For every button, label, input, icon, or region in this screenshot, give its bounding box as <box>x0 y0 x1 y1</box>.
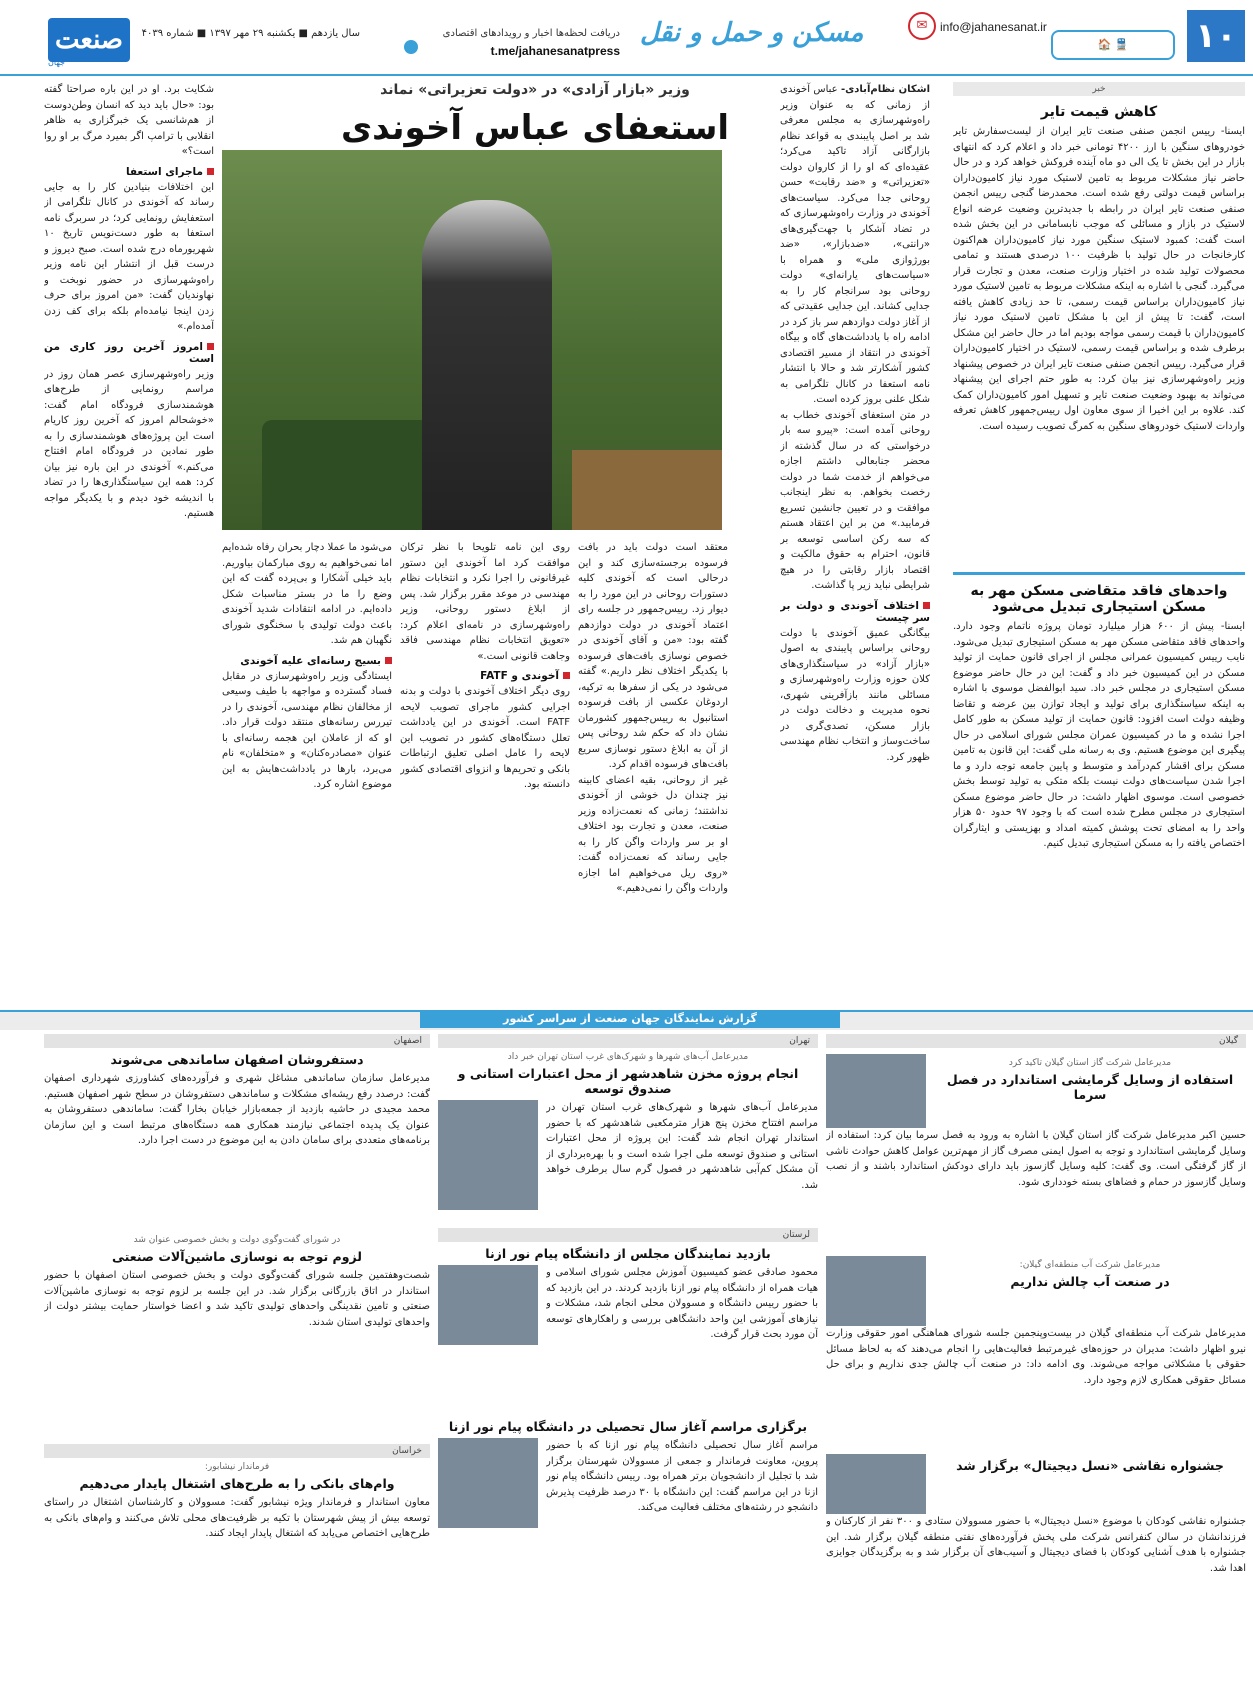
article-col5b-text: این اختلافات بنیادین کار را به جایی رساند که آخوندی در کانال تلگرامی از استعفایش رونمایی کرد؛ در سربرگ نامه استعفا به طور دست‌نویس تاریخ ۱۰ شهریورماه درج شده است. صبح دیروز و درست قبل از انتشار این نامه وزیر راه‌وشهرسازی در حضور نوبخت و نهاوندیان گفت: «من امروز برای حرف زدن اینجا نیامده‌ام بلکه برای کف زدن آمده‌ام.» <box>44 181 214 332</box>
newspaper-logo <box>48 18 130 62</box>
section-title: مسکن و حمل و نقل <box>640 18 864 48</box>
gilan-story2-body: مدیرعامل شرکت آب منطقه‌ای گیلان در بیست‌وپنجمین جلسه شورای هماهنگی امور حقوقی وزارت نیرو اظهار داشت: مدیران در حوزه‌های غیرمرتبط فعالیت‌هایی را انجام می‌دهند که به لحاظ مسائل حقوقی با مشکلاتی مواجه می‌شوند. وی ادامه داد: در صنعت آب چالش جدی نداریم و برای حل مسائل حقوقی همکاری لازم وجود دارد. <box>826 1328 1246 1386</box>
gilan-story1-body: حسین اکبر مدیرعامل شرکت گاز استان گیلان با اشاره به ورود به فصل سرما بیان کرد: استفاده از وسایل گرمایشی استاندارد و توجه به اصول ایمنی مصرف گاز از مهم‌ترین عوامل کاهش حوادث ناشی از گاز گرفتگی است. وی گفت: کلیه وسایل گازسوز باید دارای دودکش استاندارد باشند و از نصب وسایل گازسوز در حمام و فضاهای بسته خودداری شود. <box>826 1130 1246 1188</box>
bullet-icon <box>923 602 930 609</box>
article-col5-text: شکایت برد. او در این باره صراحتا گفته بود: «حال باید دید که انسان وطن‌دوست از هم‌شانسی یک خبرگزاری به ظاهر انقلابی با ترامپ اگر بمیرد مرگ بر او روا است؟» <box>44 84 214 157</box>
region-gilan <box>826 1034 1246 1674</box>
sidebar-divider <box>953 572 1245 575</box>
article-col3-text: روی این نامه تلویحا با نظر ترکان موافقت کرد اما آخوندی این دستور غیرقانونی را اجرا نکرد و انتخابات نظام مهندسی در موعد مقرر برگزار شد. پس از ابلاغ دستور روحانی، وزیر راه‌وشهرسازی در نامه‌ای اعلام کرد: «تعویق انتخابات نظام مهندسی فاقد وجاهت قانونی است.» <box>400 542 570 662</box>
region-tehran <box>438 1034 818 1674</box>
article-col1-text: عباس آخوندی از زمانی که به عنوان وزیر راه‌وشهرسازی به مجلس معرفی شد بر اصل پایبندی به قواعد نظام بازارگانی آزاد تاکید می‌کرد؛ عقیده‌ای که او را از کاروان دولت «تعزیراتی» و «ضد رقابت» حسن روحانی جدا می‌کرد. سیاست‌های آخوندی در وزارت راه‌وشهرسازی که در تضاد آشکار با جهت‌گیری‌های «رانتی»، «ضدبازار»، «ضد بورژوازی ملی» و همراه با «سیاست‌های یارانه‌ای» دولت روحانی بود سرانجام کار را به جدایی کشاند. این جدایی عقیدتی که از آغاز دولت دوازدهم سر باز کرد در ادامه راه با یادداشت‌های گاه و بیگاه آخوندی در انتقاد از مسیر اقتصادی کشور آشکارتر شد و حالا با انتشار نامه استعفا در کانال تلگرامی به شکل علنی بروز کرده است. <box>780 84 930 405</box>
isfahan-story2-sup: در شورای گفت‌وگوی دولت و بخش خصوصی عنوان شد <box>133 1235 341 1245</box>
article-col-1 <box>780 82 930 1002</box>
article-col4-text: می‌شود ما عملا دچار بحران رفاه شده‌ایم اما نمی‌خواهیم به روی مبارکمان بیاوریم. باید خیلی آشکارا و بی‌پرده گفت که این وضع را ما در بستر مناسبات شکل داده‌ایم. در ادامه انتقادات شدید آخوندی باعث دولت تولیدی با سخنگوی شورای نگهبان هم شد. <box>222 542 392 646</box>
gilan-story1-title: استفاده از وسایل گرمایشی استاندارد در فصل سرما <box>946 1072 1234 1102</box>
article-col1b-text: در متن استعفای آخوندی خطاب به روحانی آمده است: «پیرو سه بار درخواستی که در سال گذشته از محضر جنابعالی داشتم اجازه می‌خواهم از خدمت شما در دولت رخصت بخواهم. به نظر اینجانب موافقت و در تعیین جانشین تسریع فرمایید.» من بر این اعتقاد هستم که سه رکن اساسی توسعه بر قانون، احترام به حقوق مالکیت و اقتصاد بازار رقابتی را در هیچ شرایطی نباید زیر پا گذاشت. <box>780 409 930 591</box>
sidebar-story2-title: واحدهای فاقد متقاضی مسکن مهر به مسکن استیجاری تبدیل می‌شود <box>970 583 1228 615</box>
isfahan-story2-body: شصت‌وهفتمین جلسه شورای گفت‌وگوی دولت و بخش خصوصی استان اصفهان با حضور استاندار در اتاق بازرگانی برگزار شد. در این جلسه بر لزوم توجه به نوسازی ماشین‌آلات صنعتی و تامین نقدینگی واحدهای تولیدی تاکید شد و اعضا خواستار حمایت بیشتر دولت از واحدهای تولیدی استان شدند. <box>44 1270 430 1328</box>
bullet-icon <box>207 343 214 350</box>
article-col5c-text: وزیر راه‌وشهرسازی عصر همان روز در مراسم رونمایی از طرح‌های هوشمندسازی فرودگاه امام گفت: «خوشحالم امروز که آخرین روز کاریام است این پروژه‌های هوشمندسازی را به طور نمادین در فرودگاه امام افتتاح می‌کنم.» آخوندی در این باره نیز بیان کرد: همه این سیاستگذاری‌ها را در تضاد با اندیشه خود دیدم و با یکدیگر مواجه هستیم. <box>44 368 214 519</box>
article-col-3 <box>400 540 570 1002</box>
article-subhead-1: اختلاف آخوندی و دولت بر سر چیست <box>780 599 930 624</box>
lorestan-story2-title: برگزاری مراسم آغاز سال تحصیلی در دانشگاه پیام نور ازنا <box>448 1419 808 1434</box>
bullet-icon <box>207 168 214 175</box>
khorasan-story-sup: فرماندار نیشابور: <box>204 1462 270 1472</box>
article-col4b-text: ایستادگی وزیر راه‌وشهرسازی در مقابل فساد گسترده و مواجهه با طیف وسیعی از مخالفان نظام مهندسی، آخوندی را در تیررس رسانه‌های منتقد دولت قرار داد. او که از عاملان این هجمه رسانه‌ای با عنوان «مصادره‌کنان» و «متخلفان» نام می‌برد، بارها در یادداشت‌هایش به این موضوع اشاره کرد. <box>222 670 392 790</box>
article-photo <box>222 150 722 530</box>
lorestan-story1-title: بازدید نمایندگان مجلس از دانشگاه پیام نور ازنا <box>485 1246 771 1261</box>
sidebar-tag: خبر <box>953 82 1245 96</box>
gilan-photo-3 <box>826 1454 926 1514</box>
news-sidebar <box>953 82 1245 1022</box>
gilan-story3-title: جشنواره نقاشی «نسل دیجیتال» برگزار شد <box>956 1458 1224 1473</box>
article-byline: اشکان نظام‌آبادی- <box>840 84 930 95</box>
lorestan-photo-2 <box>438 1438 538 1528</box>
photo-person <box>422 200 552 530</box>
article-col1c-text: بیگانگی عمیق آخوندی با دولت روحانی براساس پایبندی به اصول «بازار آزاد» در سیاستگذاری‌های کلان حوزه وزارت راه‌وشهرسازی و مسائلی مانند بازآفرینی شهری، نحوه مدیریت و دخالت دولت در بازار مسکن، تصدی‌گری در ساخت‌وساز و انتخاب نظام مهندسی ظهور کرد. <box>780 627 930 763</box>
region-isfahan <box>44 1034 430 1674</box>
tehran-photo <box>438 1100 538 1210</box>
gilan-photo-1 <box>826 1054 926 1128</box>
article-title: استعفای عباس آخوندی <box>340 108 730 148</box>
lorestan-story1-body: محمود صادقی عضو کمیسیون آموزش مجلس شورای اسلامی و هیات همراه از دانشگاه پیام نور ازنا بازدید کردند. در این بازدید که با حضور رییس دانشگاه و مسوولان محلی انجام شد، مشکلات و نیازهای آموزشی این واحد دانشگاهی بررسی و راهکارهای توسعه آن مورد بحث قرار گرفت. <box>546 1267 818 1340</box>
logo-text: صنعت <box>55 25 123 55</box>
article-col-4 <box>222 540 392 1002</box>
isfahan-story2-title: لزوم توجه به نوسازی ماشین‌آلات صنعتی <box>112 1249 362 1264</box>
article-col3b-text: روی دیگر اختلاف آخوندی با دولت و بدنه اجرایی کشور ماجرای تصویب لایحه FATF است. آخوندی در این یادداشت تعلل دستگاه‌های کشور در تصویب این لایحه را عامل اصلی تعلیق ارتباطات بانکی و تحریم‌ها و انزوای اقتصادی کشور دانسته بود. <box>400 686 570 790</box>
article-col-2 <box>578 540 728 1002</box>
khorasan-story-body: معاون استاندار و فرماندار ویژه نیشابور گفت: مسوولان و کارشناسان اشتغال در راستای توسعه بیش از پیش شهرستان با تکیه بر ظرفیت‌های محلی تلاش می‌کنند و وام‌های بانکی به طرح‌هایی اختصاص می‌یابد که اشتغال پایدار ایجاد کنند. <box>44 1497 430 1539</box>
region-tag-isfahan: اصفهان <box>44 1034 430 1048</box>
gilan-story3-body: جشنواره نقاشی کودکان با موضوع «نسل دیجیتال» با حضور مسوولان ستادی و ۳۰۰ نفر از کارکنان و فرزندانشان در سالن کنفرانس شرکت ملی پخش فرآورده‌های نفتی منطقه گیلان برگزار شد. این جشنواره با هدف آشنایی کودکان با فضای دیجیتال و آسیب‌های آن برگزار شد و به برگزیدگان جوایزی اهدا شد. <box>826 1516 1246 1574</box>
gilan-story1-sup: مدیرعامل شرکت گاز استان گیلان تاکید کرد <box>1008 1058 1172 1068</box>
article-subhead-5: امروز آخرین روز کاری من است <box>44 340 214 365</box>
logo-prefix: جهان <box>48 58 65 67</box>
bullet-icon <box>385 657 392 664</box>
region-tag-tehran: تهران <box>438 1034 818 1048</box>
lorestan-photo-1 <box>438 1265 538 1345</box>
telegram-note: دریافت لحظه‌ها اخبار و رویدادهای اقتصادی <box>442 28 620 39</box>
article-col2-text: معتقد است دولت باید در بافت فرسوده برجسته‌سازی کند و این درحالی است که آخوندی کلیه دستورات روحانی در این مورد را به دیوار زد. رییس‌جمهور در جلسه رای اعتماد آخوندی در دولت دوازدهم گفته بود: «من و آقای آخوندی در خصوص نوسازی بافت‌های فرسوده با یکدیگر اختلاف نظر داریم.» گفته می‌شود در یکی از سفرها به ترکیه، اردوغان عکسی از بافت فرسوده استانبول به رییس‌جمهور کشورمان نشان داد که حکم شد روحانی پس از آن به ابلاغ دستور نوسازی سریع بافت‌های فرسوده اقدام کرد. <box>578 542 728 770</box>
tehran-story1-title: انجام پروژه مخزن شاهدشهر از محل اعتبارات استانی و صندوق توسعه <box>457 1066 799 1096</box>
region-tag-gilan: گیلان <box>826 1034 1246 1048</box>
article-subhead-3: بسیج رسانه‌ای علیه آخوندی <box>222 655 392 667</box>
khorasan-story-title: وام‌های بانکی را به طرح‌های اشتغال پایدار می‌دهیم <box>79 1476 395 1491</box>
tehran-story1-sup: مدیرعامل آب‌های شهرها و شهرک‌های غرب استان تهران خبر داد <box>507 1052 749 1062</box>
train-icon: 🚆 🏠 <box>1051 30 1175 60</box>
lorestan-story2-body: مراسم آغاز سال تحصیلی دانشگاه پیام نور ازنا که با حضور پروین، معاونت فرماندار و جمعی از مسوولان شهرستان برگزار شد با تجلیل از دانشجویان برتر همراه بود. رییس دانشگاه پیام نور ازنا در این مراسم گفت: این دانشگاه با ۳۰ درصد ظرفیت پذیرش دانشجو در رشته‌های مختلف فعالیت می‌کند. <box>546 1440 818 1513</box>
issue-info: سال یازدهم ■ یکشنبه ۲۹ مهر ۱۳۹۷ ■ شماره ۴۰۳۹ <box>141 28 360 39</box>
sidebar-story1-title: کاهش قیمت تایر <box>1040 104 1158 120</box>
article-subhead-2: آخوندی و FATF <box>400 670 570 682</box>
sidebar-story1-body: ایسنا- رییس انجمن صنفی صنعت تایر ایران از لیست‌سفارش تایر خودروهای سنگین با ارز ۴۲۰۰ تومانی خبر داد و اعلام کرد که انتهای بازار در این بخش تا یک الی دو ماه آینده فروکش خواهد کرد و در حال حاضر نیاز مشکلات مربوط به تامین لاستیک مورد نیاز کامیون‌داران براساس قیمت دولتی رفع شده است. محمدرضا گنجی رییس انجمن صنفی صنعت تایر ایران در رابطه با جدیدترین وضعیت عرضه انواع لاستیک در بازار و مسائلی که موجب نابسامانی در این بخش شده است گفت: کمبود لاستیک سنگین مورد نیاز کامیون‌داران هم‌اکنون کارخانجات در حال تولید با ظرفیت ۱۰۰ درصدی هستند و تمامی محصولات تولید شده در اختیار وزارت صنعت، معدن و تجارت قرار می‌گیرد. گنجی با اشاره به اینکه مشکلات مربوط به تامین لاستیک مورد نیاز کامیون‌داران براساس قیمت رسمی، تا حد زیادی کاهش یافته است، گفت: تا پیش از این با مشکل تامین لاستیک مورد نیاز کامیون‌داران با قیمت رسمی مواجه بودیم اما در حال حاضر این مشکل برطرف شده و براساس قیمت رسمی، لاستیک در اختیار کامیون‌داران قرار می‌گیرد. رییس انجمن صنفی صنعت تایر ایران در خصوص پیشنهاد وزیر راه‌وشهرسازی نیز بیان کرد: به طور حتم اجرای این پیشنهاد می‌تواند به بهبود وضعیت صنعت تایر و تسهیل امور کامیون‌داران کمک کند. علاوه بر این اخیرا از سوی معاون اول رییس‌جمهور کاهش تعرفه واردات لاستیک خودروهای سنگین به کمرگ تصویب رسیده است. <box>953 126 1245 432</box>
bullet-icon <box>563 672 570 679</box>
article-col2b-text: غیر از روحانی، بقیه اعضای کابینه نیز چندان دل خوشی از آخوندی نداشتند؛ زمانی که نعمت‌زاده وزیر صنعت، معدن و تجارت بود اختلاف او بر سر واردات واگن کار را به جایی رساند که نعمت‌زاده گفت: «روی ریل می‌خواهیم اما اجازه واردات واگن را نمی‌دهیم.» <box>578 774 728 894</box>
article-supertitle: وزیر «بازار آزادی» در «دولت تعزیراتی» نماند <box>380 82 690 98</box>
page-number: ۱۰ <box>1187 10 1245 62</box>
telegram-link[interactable]: t.me/jahanesanatpress <box>490 44 620 58</box>
region-tag-lorestan: لرستان <box>438 1228 818 1242</box>
contact-email[interactable]: info@jahanesanat.ir <box>940 20 1047 34</box>
tehran-story1-body: مدیرعامل آب‌های شهرها و شهرک‌های غرب استان تهران در مراسم افتتاح مخزن پنج هزار مترمکعبی شاهدشهر که با حضور استاندار تهران انجام شد گفت: این پروژه از محل اعتبارات استانی و صندوق توسعه ملی اجرا شده است و با بهره‌برداری از آن مشکل کم‌آبی شاهدشهر در فصول گرم سال برطرف خواهد شد. <box>546 1102 818 1191</box>
mail-icon: ✉ <box>908 12 936 40</box>
photo-desk <box>572 450 722 530</box>
region-tag-khorasan: خراسان <box>44 1444 430 1458</box>
gilan-story2-title: در صنعت آب چالش نداریم <box>1010 1274 1170 1289</box>
isfahan-story1-body: مدیرعامل سازمان ساماندهی مشاغل شهری و فرآورده‌های کشاورزی شهرداری اصفهان گفت: درصدد رفع ریشه‌ای مشکلات و ساماندهی دستفروشان در سطح شهر اصفهان هستیم. محمد مجیدی در حاشیه بازدید از جمعه‌بازار خیابان بخارا گفت: ساماندهی دستفروشان به عنوان یک پدیده اجتماعی نیازمند همکاری همه دستگاه‌های مرتبط است و این سازمان برنامه‌های متعددی برای سامان دادن به این موضوع در دست اجرا دارد. <box>44 1073 430 1146</box>
telegram-icon <box>404 40 418 54</box>
gilan-photo-2 <box>826 1256 926 1326</box>
article-subhead-4: ماجرای استعفا <box>44 166 214 178</box>
sidebar-story2-body: ایسنا- پیش از ۶۰۰ هزار میلیارد تومان پروژه ناتمام وجود دارد. واحدهای فاقد متقاضی مسکن مهر به مسکن استیجاری تبدیل می‌شود. نایب رییس کمیسیون عمرانی مجلس از اجرای قانون حمایت از تولید مسکن در این کمیسیون خبر داد و گفت: این در حال حاضر موضوع مسکن استیجاری در مجلس خبر داد. سید ابوالفضل موسوی با اشاره به اینکه سیاستگذاری برای تولید و ایجاد توازن بین عرضه و تقاضا وظیفه دولت است افزود: قانون حمایت از تولید مسکن به طور کامل اجرا نشده و ما در کمیسیون عمران مجلس شورای اسلامی در حال پیگیری این موضوع هستیم. وی به رسانه ملی گفت: این قانون به تامین مسکن برای اقشار کم‌درآمد و متوسط و پایین جامعه توجه دارد و ما اجرا شدن سیاست‌های دولت نیست بلکه متکی به تولید توسط بخش خصوصی است. موسوی اظهار داشت: در حال حاضر موضوع مسکن استیجاری در مجلس مطرح شده است که با وجود ۹۷ حدود ۵۰ هزار واحد را به امضای تحت پوشش کمیته امداد و بهزیستی و ایثارگران اختصاص یافته را به مسکن استیجاری تبدیل کنیم. <box>953 621 1245 849</box>
regional-banner-title: گزارش نمایندگان جهان صنعت از سراسر کشور <box>420 1010 840 1028</box>
gilan-story2-sup: مدیرعامل شرکت آب منطقه‌ای گیلان: <box>1019 1260 1161 1270</box>
article-col-5 <box>44 82 214 1002</box>
isfahan-story1-title: دستفروشان اصفهان ساماندهی می‌شوند <box>110 1052 364 1067</box>
